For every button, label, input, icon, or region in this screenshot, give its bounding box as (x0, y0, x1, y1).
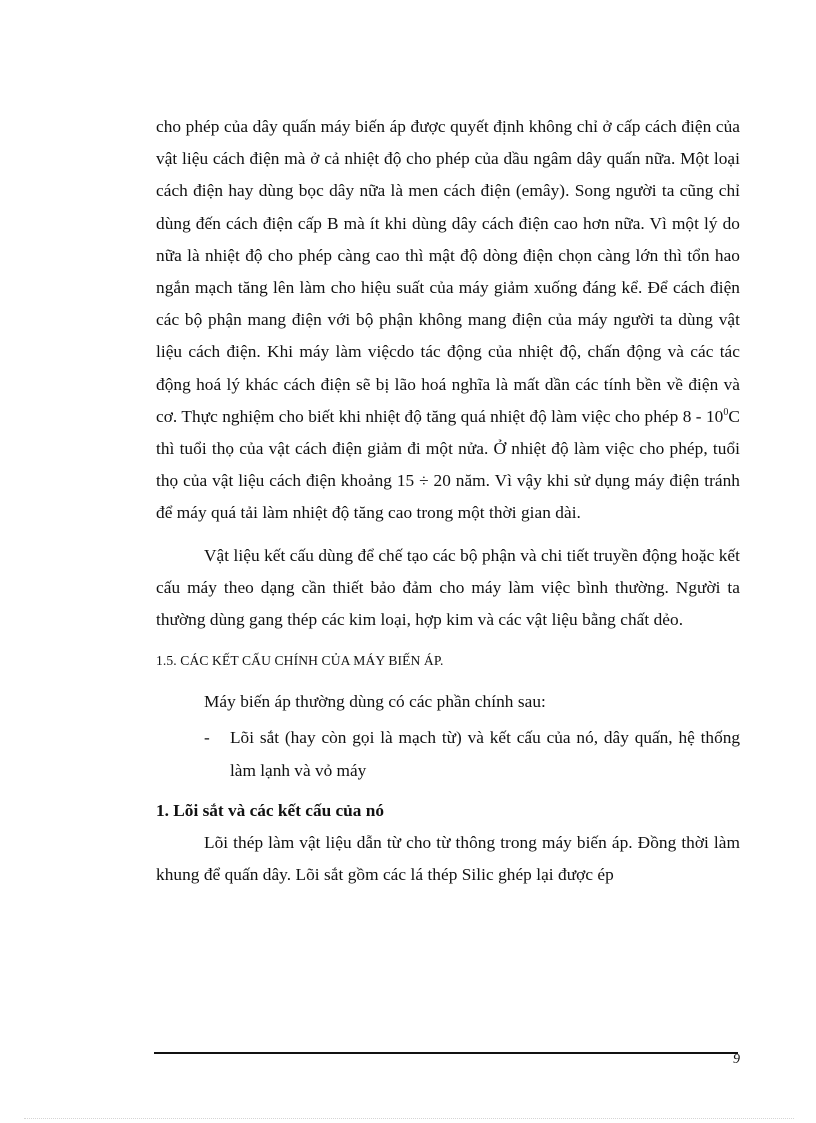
bullet-dash: - (204, 728, 210, 748)
intro-line: Máy biến áp thường dùng có các phần chính sau: (204, 692, 546, 712)
subheading-core: 1. Lõi sắt và các kết cấu của nó (156, 800, 385, 820)
paragraph-structural-materials: Vật liệu kết cấu dùng để chế tạo các bộ phận và chi tiết truyền động hoặc kết cấu máy theo dạng cần thiết bảo đảm cho máy làm việc bình thường. Người ta thường dùng gang thép các kim loại, hợp kim và các vật liệu bằng chất dẻo. (156, 545, 740, 630)
list-item (156, 722, 740, 786)
footer-rule (154, 1052, 738, 1054)
page-body (156, 111, 740, 891)
page-number: 9 (733, 1052, 740, 1067)
paragraph-insulation-text-continued: C thì tuổi thọ của vật cách điện giảm đi một nửa. Ở nhiệt độ làm việc cho phép, tuổi thọ của vật liệu cách điện khoảng 15 ÷ 20 năm. Vì vậy khi sử dụng máy điện tránh để máy quá tải làm nhiệt độ tăng cao trong một thời gian dài. (156, 406, 740, 523)
paragraph-core: Lõi thép làm vật liệu dẫn từ cho từ thông trong máy biến áp. Đồng thời làm khung để quấn dây. Lõi sắt gồm các lá thép Silic ghép lại được ép (156, 833, 740, 885)
list-item-text: Lõi sắt (hay còn gọi là mạch từ) và kết cấu của nó, dây quấn, hệ thống làm lạnh và vỏ máy (230, 728, 740, 780)
page-edge-divider (24, 1118, 794, 1119)
degree-superscript: 0 (723, 407, 729, 419)
paragraph-insulation (156, 111, 740, 530)
paragraph-insulation-text: cho phép của dây quấn máy biến áp được quyết định không chỉ ở cấp cách điện của vật liệu cách điện mà ở cả nhiệt độ cho phép của dầu ngâm dây quấn nữa. Một loại cách điện hay dùng bọc dây nữa là men cách điện (emây). Song người ta cũng chỉ dùng đến cách điện cấp B mà ít khi dùng dây cách điện cao hơn nữa. Vì một lý do nữa là nhiệt độ cho phép càng cao thì mật độ dòng điện chọn càng lớn thì tổn hao ngắn mạch tăng lên làm cho hiệu suất của máy giảm xuống đáng kể. Để cách điện các bộ phận mang điện với bộ phận không mang điện của máy người ta dùng vật liệu cách điện. Khi máy làm việcdo tác động của nhiệt độ, chấn động và các tác động hoá lý khác cách điện sẽ bị lão hoá nghĩa là mất dần các tính bền về điện và cơ. Thực nghiệm cho biết khi nhiệt độ tăng quá nhiệt độ làm việc cho phép 8 - 10 (156, 117, 740, 426)
section-heading: 1.5. CÁC KẾT CẤU CHÍNH CỦA MÁY BIẾN ÁP. (156, 653, 444, 669)
